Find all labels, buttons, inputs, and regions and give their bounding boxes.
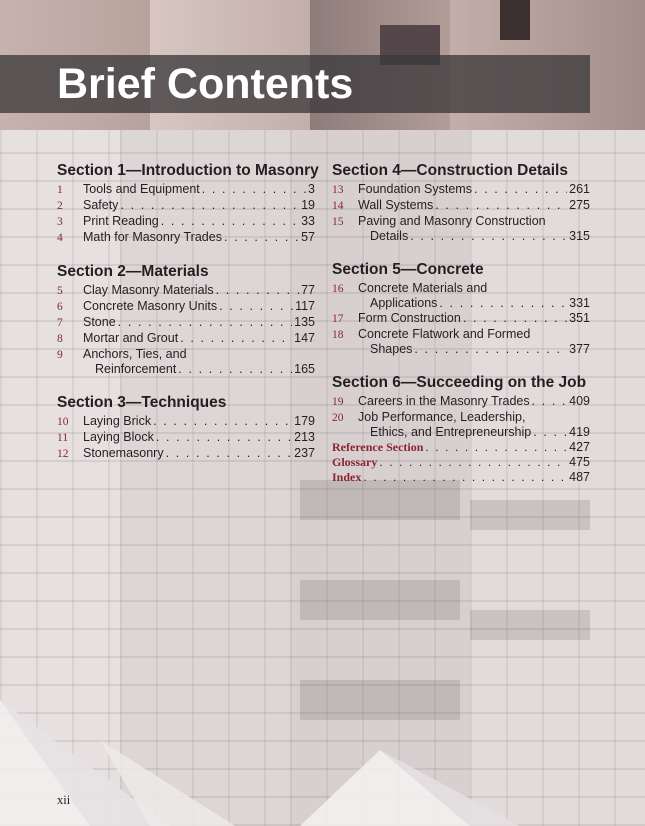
chapter-title: Tools and Equipment	[83, 182, 200, 196]
chapter-title: Stonemasonry	[83, 446, 164, 460]
section-1	[57, 162, 319, 246]
page-number: 179	[294, 414, 315, 428]
folio-page-number: xii	[57, 793, 71, 807]
chapter-title: Clay Masonry Materials	[83, 283, 214, 297]
chapter-title: Mortar and Grout	[83, 331, 179, 345]
dot-leader	[439, 296, 567, 311]
building-window-band	[300, 580, 460, 620]
dot-leader	[224, 230, 299, 245]
chapter-title: Laying Brick	[83, 414, 152, 428]
chapter-number: 10	[57, 416, 69, 428]
chapter-title-continued: Reinforcement	[95, 362, 177, 376]
toc-entry[interactable]	[57, 198, 315, 214]
chapter-number: 5	[57, 285, 63, 297]
page-number: 475	[569, 455, 590, 469]
section-4	[332, 162, 590, 244]
page-number: 147	[294, 331, 315, 345]
chapter-number: 3	[57, 216, 63, 228]
chapter-title: Concrete Flatwork and Formed	[358, 327, 531, 341]
section-title: Section 4—Construction Details	[332, 162, 568, 179]
section-title: Section 1—Introduction to Masonry	[57, 162, 319, 179]
chapter-title: Print Reading	[83, 214, 159, 228]
dot-leader	[178, 362, 292, 377]
dot-leader	[532, 394, 568, 409]
back-matter-title: Glossary	[332, 455, 378, 469]
section-title: Section 6—Succeeding on the Job	[332, 374, 587, 391]
chapter-number: 12	[57, 448, 69, 460]
glass-canopy-graphic	[0, 680, 645, 826]
toc-entry[interactable]	[332, 311, 590, 327]
chapter-title: Stone	[83, 315, 116, 329]
building-window-band	[470, 500, 590, 530]
dot-leader	[153, 414, 292, 429]
toc-entry[interactable]	[57, 214, 315, 230]
dot-leader	[533, 425, 567, 440]
chapter-number: 14	[332, 200, 344, 212]
page-number: 19	[301, 198, 315, 212]
dot-leader	[219, 299, 293, 314]
chapter-title-continued: Details	[370, 229, 409, 243]
dot-leader	[410, 229, 567, 244]
back-matter-title: Index	[332, 470, 362, 484]
toc-entry[interactable]	[57, 315, 315, 331]
page-number: 315	[569, 229, 590, 243]
dot-leader	[414, 342, 567, 357]
page-number: 117	[295, 299, 315, 313]
toc-entry[interactable]	[332, 327, 590, 357]
chapter-title: Concrete Masonry Units	[83, 299, 218, 313]
page-number: 275	[569, 198, 590, 212]
dot-leader	[166, 446, 293, 461]
dot-leader	[425, 440, 567, 454]
dot-leader	[435, 198, 567, 213]
toc-entry-glossary[interactable]	[332, 455, 590, 470]
section-6	[332, 374, 590, 485]
back-matter	[332, 440, 590, 485]
chapter-number: 11	[57, 432, 69, 444]
toc-entry[interactable]	[332, 281, 590, 311]
chapter-number: 2	[57, 200, 63, 212]
page-number: 33	[301, 214, 315, 228]
toc-entry[interactable]	[332, 394, 590, 410]
chapter-number: 19	[332, 396, 344, 408]
dot-leader	[161, 214, 299, 229]
toc-entry[interactable]	[332, 410, 590, 440]
page-number: 77	[301, 283, 315, 297]
toc-entry[interactable]	[57, 299, 315, 315]
section-title: Section 2—Materials	[57, 263, 209, 280]
chapter-number: 1	[57, 184, 63, 196]
chapter-number: 17	[332, 313, 344, 325]
page-number: 351	[569, 311, 590, 325]
toc-entry-reference-section[interactable]	[332, 440, 590, 455]
section-title: Section 3—Techniques	[57, 394, 227, 411]
chapter-title: Foundation Systems	[358, 182, 472, 196]
chapter-title: Math for Masonry Trades	[83, 230, 222, 244]
chapter-title-continued: Shapes	[370, 342, 413, 356]
dot-leader	[363, 470, 567, 484]
toc-entry[interactable]	[57, 331, 315, 347]
toc-entry[interactable]	[57, 182, 315, 198]
dot-leader	[118, 315, 292, 330]
page-number: 135	[294, 315, 315, 329]
chapter-title: Form Construction	[358, 311, 461, 325]
section-3	[57, 394, 315, 462]
chapter-number: 6	[57, 301, 63, 313]
chapter-number: 4	[57, 232, 63, 244]
dot-leader	[216, 283, 300, 298]
page-number: 487	[569, 470, 590, 484]
chapter-title: Laying Block	[83, 430, 154, 444]
page-number: 3	[308, 182, 315, 196]
page-number: 331	[569, 296, 590, 310]
chapter-number: 20	[332, 412, 344, 424]
toc-entry[interactable]	[57, 347, 315, 377]
toc-entry[interactable]	[57, 230, 315, 246]
toc-entry[interactable]	[332, 214, 590, 244]
chapter-title: Paving and Masonry Construction	[358, 214, 546, 228]
page-number: 261	[569, 182, 590, 196]
toc-entry[interactable]	[57, 414, 315, 430]
toc-entry[interactable]	[57, 430, 315, 446]
toc-entry[interactable]	[57, 446, 315, 462]
chapter-title: Job Performance, Leadership,	[358, 410, 526, 424]
page-number: 165	[294, 362, 315, 376]
chapter-number: 8	[57, 333, 63, 345]
toc-entry[interactable]	[332, 198, 590, 214]
section-5	[332, 261, 590, 357]
chapter-title-continued: Applications	[370, 296, 438, 310]
chapter-number: 15	[332, 216, 344, 228]
page-title: Brief Contents	[57, 60, 354, 108]
dot-leader	[180, 331, 292, 346]
page-number: 377	[569, 342, 590, 356]
section-title: Section 5—Concrete	[332, 261, 484, 278]
section-2	[57, 263, 315, 377]
contents-right-column	[332, 162, 590, 502]
dot-leader	[202, 182, 306, 197]
page-number: 213	[294, 430, 315, 444]
chapter-number: 7	[57, 317, 63, 329]
page-number: 427	[569, 440, 590, 454]
chapter-number: 9	[57, 349, 63, 361]
dot-leader	[120, 198, 299, 213]
chapter-number: 16	[332, 283, 344, 295]
page-number: 57	[301, 230, 315, 244]
toc-entry[interactable]	[332, 182, 590, 198]
contents-left-column	[57, 162, 319, 479]
chapter-number: 13	[332, 184, 344, 196]
toc-entry-index[interactable]	[332, 470, 590, 485]
chapter-title: Safety	[83, 198, 119, 212]
dot-leader	[474, 182, 567, 197]
building-window-band	[470, 610, 590, 640]
chapter-title: Anchors, Ties, and	[83, 347, 187, 361]
dot-leader	[379, 455, 567, 469]
chapter-title-continued: Ethics, and Entrepreneurship	[370, 425, 532, 439]
page-number: 419	[569, 425, 590, 439]
chapter-number: 18	[332, 329, 344, 341]
chapter-title: Careers in the Masonry Trades	[358, 394, 530, 408]
toc-entry[interactable]	[57, 283, 315, 299]
dot-leader	[463, 311, 567, 326]
chapter-title: Wall Systems	[358, 198, 434, 212]
dot-leader	[156, 430, 292, 445]
back-matter-title: Reference Section	[332, 440, 424, 454]
header-photo-window	[500, 0, 530, 40]
chapter-title: Concrete Materials and	[358, 281, 488, 295]
page-number: 409	[569, 394, 590, 408]
page-number: 237	[294, 446, 315, 460]
